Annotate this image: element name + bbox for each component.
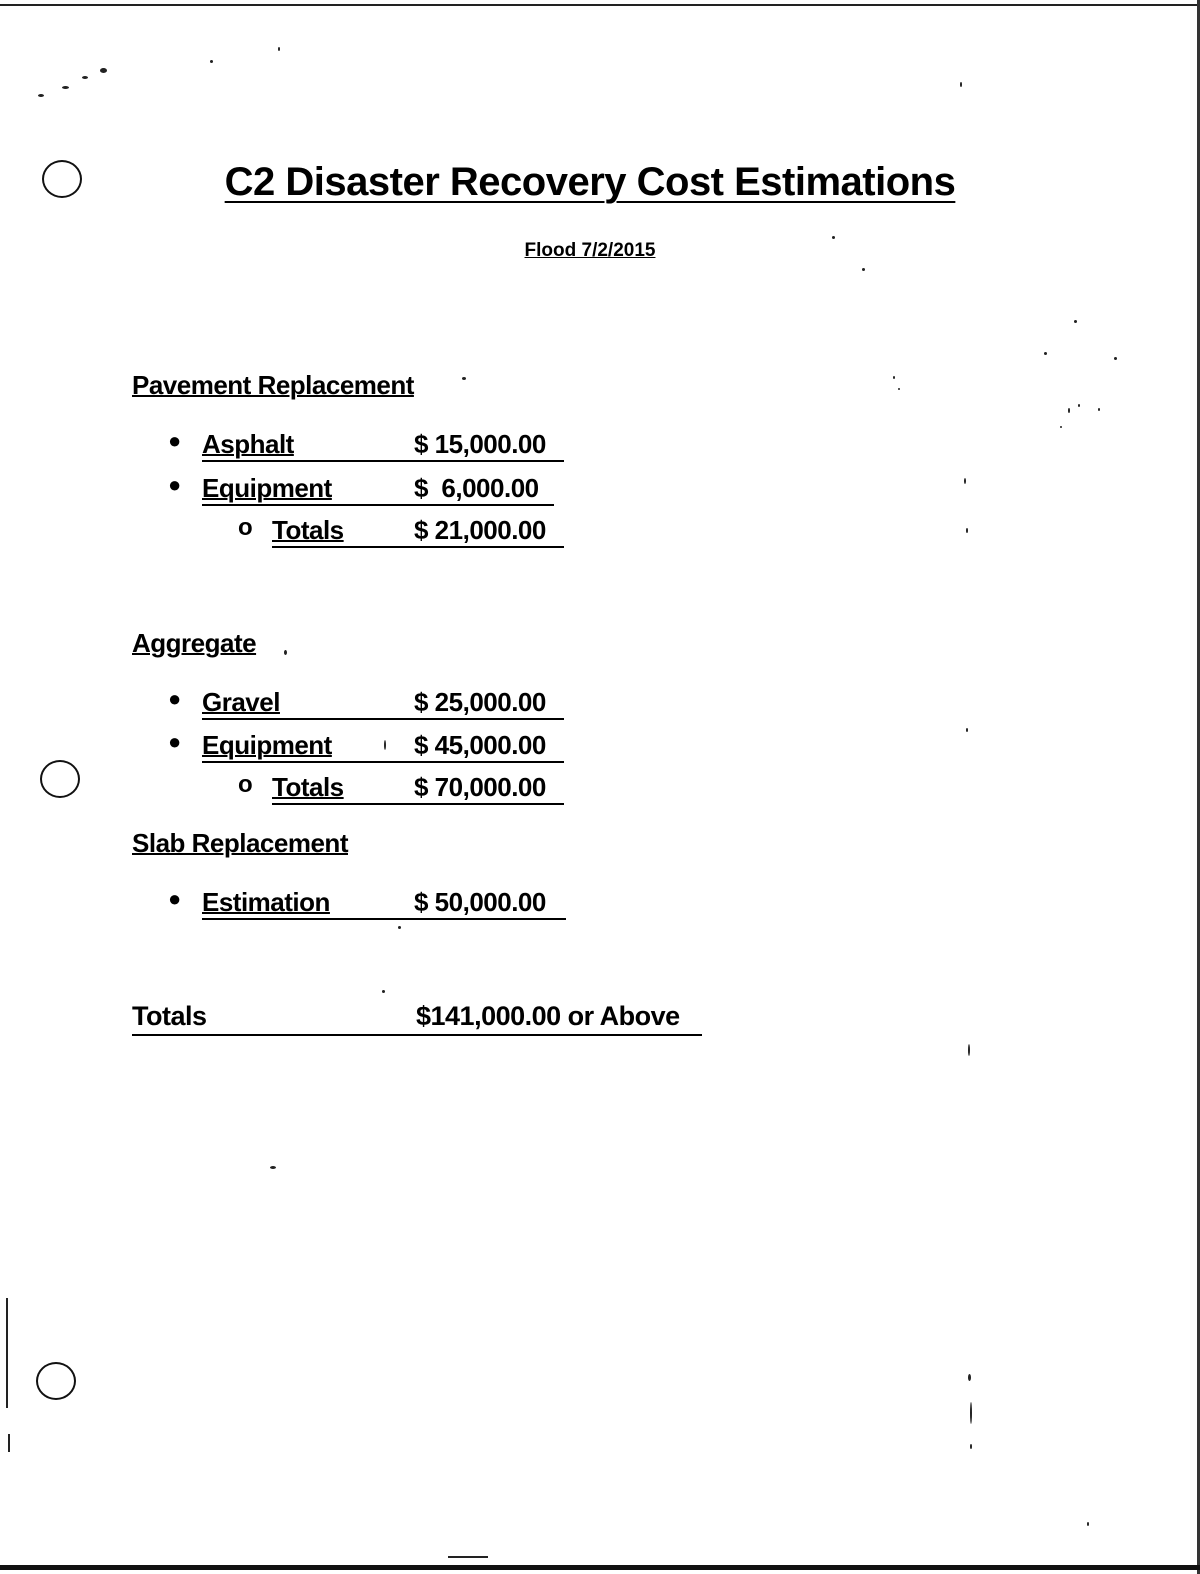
punch-hole-middle [40,760,80,798]
scan-speck [384,740,386,750]
scan-speck [1068,408,1070,413]
scan-speck [462,377,466,380]
section-heading-slab-replacement: Slab Replacement [132,828,348,858]
bullet-icon: ● [168,886,181,911]
section-total-underline [272,514,564,548]
scan-speck [968,1044,970,1056]
grand-total [132,1000,702,1036]
line-item-label: Equipment [202,730,332,760]
section-heading-aggregate: Aggregate [132,628,257,658]
line-item-label: Gravel [202,687,280,717]
section-heading-pavement-replacement: Pavement Replacement [132,370,414,400]
scan-speck [893,376,895,379]
line-item-underline [202,729,564,763]
scan-speck [960,82,962,87]
scan-edge-mark [448,1556,488,1558]
line-item-estimation [168,886,568,920]
scan-speck [862,268,865,271]
scan-speck [964,478,966,484]
line-item-label: Estimation [202,887,330,917]
scan-speck [278,47,280,51]
line-item-amount: $ 25,000.00 [414,687,546,717]
grand-total-amount: $141,000.00 or Above [416,1001,680,1031]
scan-speck [382,990,385,993]
hollow-bullet-icon: o [238,771,253,798]
line-item-underline [202,886,566,920]
punch-hole-bottom [36,1362,76,1400]
scan-speck [970,1402,972,1424]
line-item-amount: $ 45,000.00 [414,730,546,760]
scan-speck [966,528,968,533]
document-title: C2 Disaster Recovery Cost Estimations [224,160,956,204]
scan-speck [970,1444,972,1449]
scan-speck [100,68,107,73]
scan-speck [284,650,287,655]
scan-speck [968,1374,971,1381]
line-item-underline [202,686,564,720]
scan-speck [1098,408,1100,411]
line-item-asphalt [168,428,568,462]
section-total-pavement [238,514,568,548]
scan-speck [62,86,69,89]
line-item-label: Equipment [202,473,332,503]
scan-speck [1078,404,1080,407]
section-total-label: Totals [272,772,344,802]
scan-edge-top [0,4,1200,6]
hollow-bullet-icon: o [238,514,253,541]
scan-speck [1060,426,1062,428]
line-item-underline [202,472,554,506]
scan-speck [82,76,88,79]
section-total-label: Totals [272,515,344,545]
section-total-amount: $ 70,000.00 [414,772,546,802]
bullet-icon: ● [168,428,181,453]
bullet-icon: ● [168,472,181,497]
scan-speck [832,236,835,239]
scan-speck [966,728,968,732]
line-item-amount: $ 50,000.00 [414,887,546,917]
line-item-equipment [168,729,568,763]
scan-edge-mark [8,1434,10,1452]
line-item-label: Asphalt [202,429,294,459]
scan-speck [1044,352,1047,355]
scan-edge-mark [6,1298,8,1408]
scan-edge-bottom [0,1565,1200,1570]
scan-speck [1074,320,1077,323]
bullet-icon: ● [168,729,181,754]
scan-speck [398,926,401,929]
scan-speck [38,94,44,97]
section-total-underline [272,771,564,805]
scan-speck [1114,357,1117,360]
document-subtitle: Flood 7/2/2015 [524,240,656,261]
scan-speck [210,60,213,63]
grand-total-label: Totals [132,1001,207,1031]
line-item-underline [202,428,564,462]
scan-speck [270,1166,276,1169]
bullet-icon: ● [168,686,181,711]
line-item-amount: $ 15,000.00 [414,429,546,459]
line-item-equipment [168,472,568,506]
section-total-amount: $ 21,000.00 [414,515,546,545]
section-total-aggregate [238,771,568,805]
line-item-gravel [168,686,568,720]
line-item-amount: $ 6,000.00 [414,473,539,503]
scan-speck [1087,1522,1089,1526]
scan-speck [898,388,900,390]
